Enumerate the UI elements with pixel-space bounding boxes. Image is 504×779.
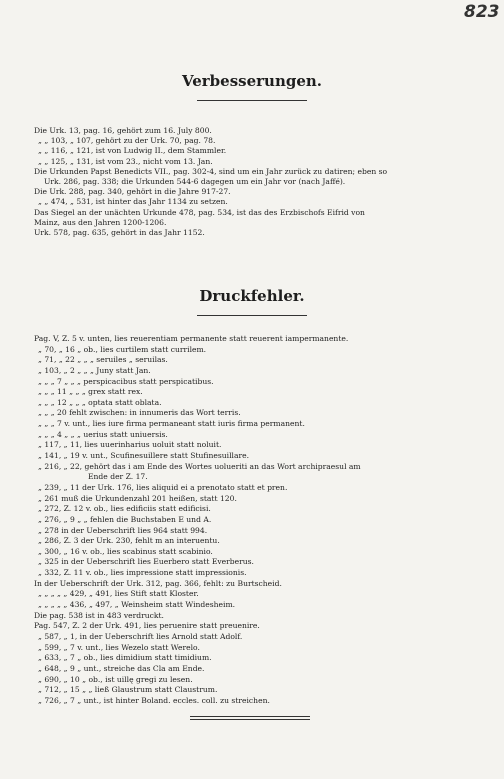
list-item: „ „ 103, „ 107, gehört zu der Urk. 70, pag. 78. (38, 136, 216, 146)
list-item: Die Urk. 13, pag. 16, gehört zum 16. July 800. (34, 126, 212, 135)
list-item: „ 272, Z. 12 v. ob., lies edificiis statt edificisi. (38, 504, 211, 514)
list-item: „ 276, „ 9 „ „ fehlen die Buchstaben E und A. (38, 514, 212, 524)
list-item: „ 587, „ 1, in der Ueberschrift lies Arnold statt Adolf. (38, 631, 243, 641)
list-item: „ „ „ 7 „ „ „ perspicacibus statt perspicatibus. (38, 376, 214, 386)
errata-list (34, 334, 486, 706)
list-item: „ 690, „ 10 „ ob., ist uillę gregi zu lesen. (38, 674, 193, 684)
list-item: „ 325 in der Ueberschrift lies Euerbero statt Everberus. (38, 557, 254, 567)
page-number: 823 (464, 2, 500, 22)
list-item: „ 117, „ 11, lies uuerinharius uoluit statt noluit. (38, 440, 222, 450)
list-item: Urk. 286, pag. 338; die Urkunden 544-6 dagegen um ein Jahr vor (nach Jaffé). (44, 176, 346, 186)
list-item: Urk. 578, pag. 635, gehört in das Jahr 1152. (34, 227, 205, 237)
list-item: „ 633, „ 7 „ ob., lies dimidium statt timidium. (38, 653, 212, 663)
list-item: „ 278 in der Ueberschrift lies 964 statt 994. (38, 525, 208, 535)
errata-title-rule (197, 315, 307, 316)
list-item: „ 261 muß die Urkundenzahl 201 heißen, statt 120. (38, 493, 237, 503)
list-item: „ „ „ 11 „ „ „ grex statt rex. (38, 387, 143, 397)
list-item: „ 300, „ 16 v. ob., lies scabinus statt scabinio. (38, 546, 213, 556)
list-item: Die Urk. 288, pag. 340, gehört in die Jahre 917-27. (34, 187, 231, 197)
list-item: „ 332, Z. 11 v. ob., lies impressione statt impressionis. (38, 568, 247, 578)
corrections-list (34, 126, 486, 238)
list-item: „ „ 116, „ 121, ist von Ludwig II., dem Stammler. (38, 146, 227, 156)
list-item: Das Siegel an der unächten Urkunde 478, pag. 534, ist das des Erzbischofs Eifrid von (34, 207, 365, 217)
list-item: „ 712, „ 15 „ „ ließ Glaustrum statt Claustrum. (38, 685, 218, 695)
bottom-rule (190, 716, 310, 717)
list-item: Ende der Z. 17. (88, 472, 148, 482)
list-item: „ 648, „ 9 „ unt., streiche das Cla am Ende. (38, 663, 205, 673)
list-item: „ 71, „ 22 „ „ „ seruiles „ seruilas. (38, 355, 168, 365)
list-item: „ 141, „ 19 v. unt., Scufinesuillere statt Stufinesuillare. (38, 451, 250, 461)
list-item: „ „ „ 20 fehlt zwischen: in innumeris das Wort terris. (38, 408, 241, 418)
list-item: „ 70, „ 16 „ ob., lies curtilem statt currilem. (38, 344, 207, 354)
list-item: „ 286, Z. 3 der Urk. 230, fehlt m an interuentu. (38, 536, 220, 546)
list-item: „ „ „ „ „ 429, „ 491, lies Stift statt Kloster. (38, 589, 199, 599)
list-item: „ „ 125, „ 131, ist vom 23., nicht vom 13. Jan. (38, 156, 213, 166)
errata-title: Druckfehler. (199, 287, 305, 305)
list-item: „ „ 474, „ 531, ist hinter das Jahr 1134 zu setzen. (38, 197, 228, 207)
list-item: „ 216, „ 22, gehört das i am Ende des Wortes uolueriti an das Wort archipraesul am (38, 461, 361, 471)
list-item: „ „ „ „ „ 436, „ 497, „ Weinsheim statt Windesheim. (38, 600, 236, 610)
list-item: „ „ „ 12 „ „ „ optata statt oblata. (38, 397, 162, 407)
list-item: Mainz, aus den Jahren 1200-1206. (34, 217, 167, 227)
corrections-title-rule (197, 100, 307, 101)
list-item: Pag. 547, Z. 2 der Urk. 491, lies peruenire statt preuenire. (34, 621, 260, 631)
list-item: Pag. V, Z. 5 v. unten, lies reuerentiam permanente statt reuerent iampermanente. (34, 334, 349, 343)
list-item: „ „ „ 7 v. unt., lies iure firma permaneant statt iuris firma permanent. (38, 419, 305, 429)
list-item: Die pag. 538 ist in 483 verdruckt. (34, 610, 164, 620)
list-item: „ 599, „ 7 v. unt., lies Wezelo statt Werelo. (38, 642, 200, 652)
list-item: „ 726, „ 7 „ unt., ist hinter Boland. eccles. coll. zu streichen. (38, 695, 270, 705)
list-item: In der Ueberschrift der Urk. 312, pag. 366, fehlt: zu Burtscheid. (34, 578, 282, 588)
list-item: Die Urkunden Papst Benedicts VII., pag. 302-4, sind um ein Jahr zurück zu datiren; eben so (34, 166, 388, 176)
corrections-title: Verbesserungen. (181, 72, 323, 90)
bottom-rule-second (190, 719, 310, 720)
list-item: „ 239, „ 11 der Urk. 176, lies aliquid ei a prenotato statt et pren. (38, 482, 288, 492)
list-item: „ „ „ 4 „ „ „ uerius statt uniuersis. (38, 429, 168, 439)
list-item: „ 103, „ 2 „ „ „ Juny statt Jan. (38, 365, 151, 375)
